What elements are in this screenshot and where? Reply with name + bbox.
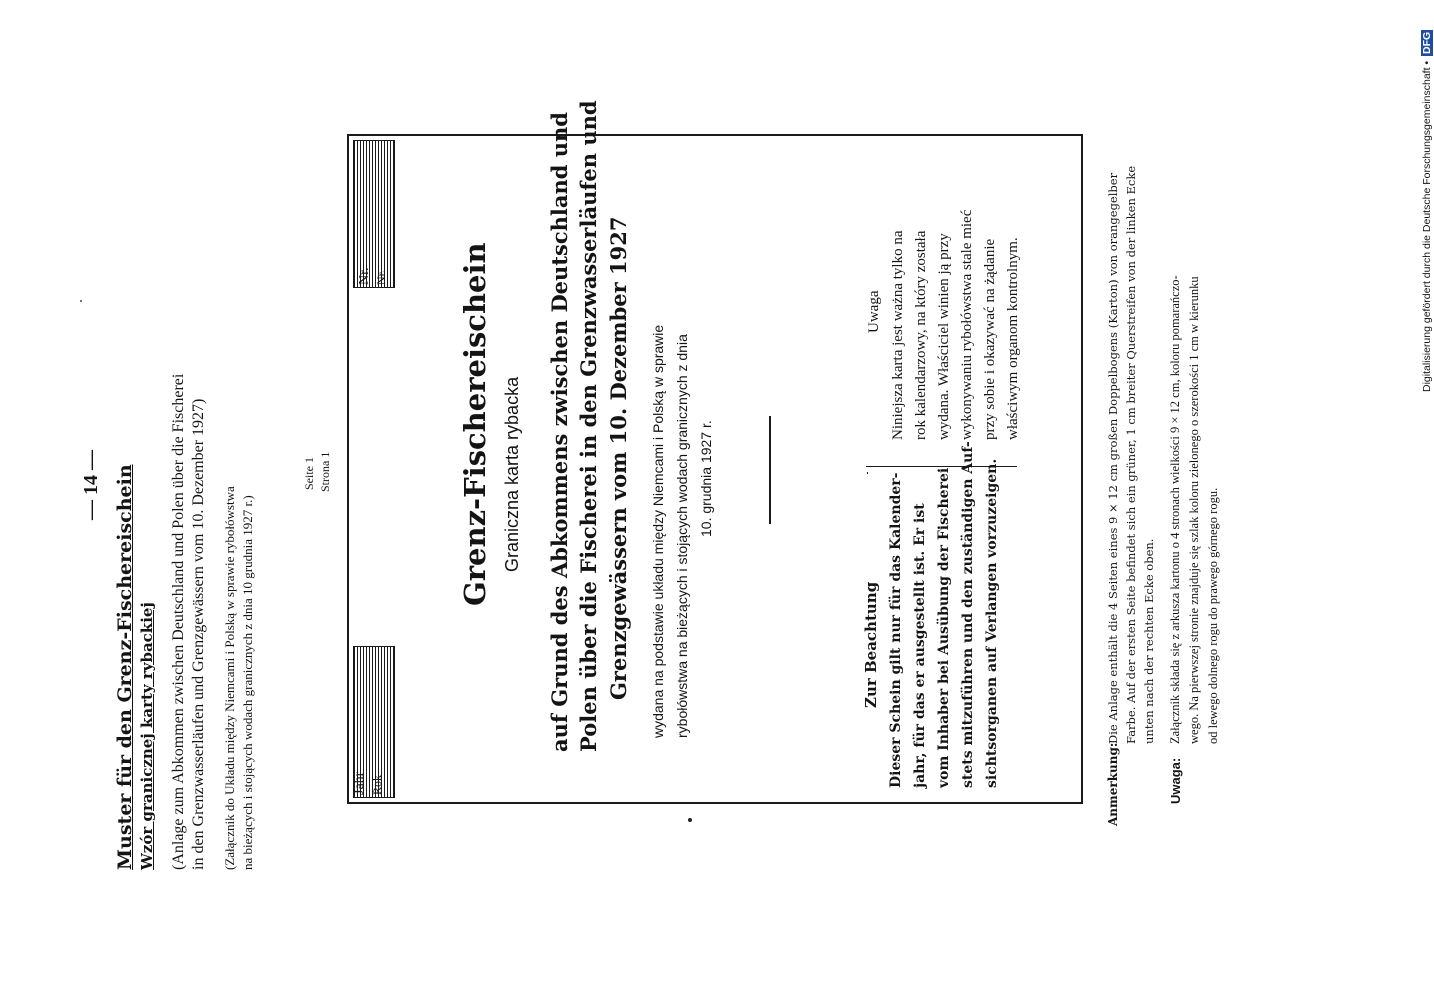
basis-pl-line-2: rybołówstwa na bieżących i stojących wodach granicznych z dnia bbox=[674, 334, 690, 738]
note-de-line-2: jahr, für das er ausgestellt ist. Er ist bbox=[912, 503, 928, 788]
note-de-line-1: Dieser Schein gilt nur für das Kalender- bbox=[888, 472, 904, 788]
note-pl-line-6: właściwym organom kontrolnym. bbox=[1005, 237, 1021, 440]
funding-note-text: Digitalisierung gefördert durch die Deutsche Forschungsgemeinschaft • bbox=[1421, 60, 1433, 392]
basis-de-line-2: Polen über die Fischerei in den Grenzwasserläufen und bbox=[576, 100, 601, 752]
note-pl-line-5: przy sobie i okazywać na żądanie bbox=[982, 238, 998, 440]
note-pl-line-4: wykonywaniu rybołówstwa stale mieć bbox=[959, 209, 975, 440]
year-label-de: Jahr bbox=[352, 771, 367, 795]
center-divider bbox=[769, 416, 771, 524]
basis-pl-line-3: 10. grudnia 1927 r. bbox=[698, 420, 714, 537]
page-number: — 14 — bbox=[80, 450, 102, 520]
funding-note bbox=[1421, 30, 1433, 392]
annex-de-line-1: (Anlage zum Abkommen zwischen Deutschland und Polen über die Fischerei bbox=[170, 373, 187, 870]
remark-pl-label: Uwaga: bbox=[1168, 757, 1183, 804]
note-pl-line-2: rok kalendarzowy, na który została bbox=[913, 230, 929, 440]
annex-pl-line-2: na bieżących i stojących wodach granicznych z dnia 10 grudnia 1927 r.) bbox=[240, 495, 255, 870]
card-heading-de: Grenz-Fischereischein bbox=[458, 242, 492, 606]
year-label-pl: Rok bbox=[370, 774, 384, 795]
scan-speck bbox=[688, 818, 692, 822]
title-pl: Wzór granicznej karty rybackiej bbox=[138, 602, 156, 870]
scan-speck bbox=[80, 300, 82, 302]
card-heading-pl: Graniczna karta rybacka bbox=[502, 376, 522, 572]
remark-de-label: Anmerkung: bbox=[1106, 742, 1120, 826]
note-de-title: Zur Beachtung bbox=[862, 581, 880, 708]
title-de: Muster für den Grenz-Fischereischein bbox=[114, 464, 136, 870]
remark-pl-line-3: od lewego dolnego rogu do prawego górnego rogu. bbox=[1206, 487, 1220, 744]
annex-pl-line-1: (Załącznik do Układu między Niemcami i Polską w sprawie rybołówstwa bbox=[222, 486, 237, 870]
note-de-line-3: vom Inhaber bei Ausübung der Fischerei bbox=[936, 467, 952, 788]
remark-de-line-1: Die Anlage enthält die 4 Seiten eines 9 × 12 cm großen Doppelbogens (Karton) von orangegelber bbox=[1106, 172, 1120, 744]
nr-label-pl: Nr. bbox=[374, 270, 388, 285]
note-pl-line-1: Niniejsza karta jest ważna tylko na bbox=[890, 230, 906, 440]
basis-pl-line-1: wydana na podstawie układu między Niemcami i Polską w sprawie bbox=[650, 324, 666, 738]
remark-pl-line-1: Załącznik składa się z arkusza kartonu o 4 stronach wielkości 9 × 12 cm, koloru pomarańczo- bbox=[1168, 275, 1182, 744]
note-de-line-5: sichtsorganen auf Verlangen vorzuzeigen. bbox=[984, 458, 1000, 788]
basis-de-line-1: auf Grund des Abkommens zwischen Deutschland und bbox=[547, 112, 572, 752]
nr-label-de: Nr. bbox=[357, 267, 372, 285]
note-de-line-4: stets mitzuführen und den zuständigen Auf- bbox=[960, 441, 976, 788]
note-pl-title: Uwaga bbox=[866, 290, 882, 333]
remark-pl-line-2: wego. Na pierwszej stronie znajduje się szlak koloru zielonego o szerokości 1 cm w kierunku bbox=[1187, 276, 1201, 744]
dfg-logo: DFG bbox=[1421, 31, 1433, 54]
annex-de-line-2: in den Grenzwasserläufen und Grenzgewässern vom 10. Dezember 1927) bbox=[190, 398, 207, 870]
nr-field bbox=[353, 140, 395, 288]
remark-de-line-2: Farbe. Auf der ersten Seite befindet sich ein grüner, 1 cm breiter Querstreifen von der linken Ecke bbox=[1124, 165, 1138, 744]
remark-de-line-3: unten nach der rechten Ecke oben. bbox=[1142, 538, 1156, 744]
note-pl-line-3: wydana. Właściciel winien ją przy bbox=[936, 233, 952, 440]
basis-de-line-3: Grenzgewässern vom 10. Dezember 1927 bbox=[606, 216, 631, 700]
side-label-de: Seite 1 bbox=[302, 457, 316, 490]
side-label-pl: Strona 1 bbox=[318, 451, 332, 492]
